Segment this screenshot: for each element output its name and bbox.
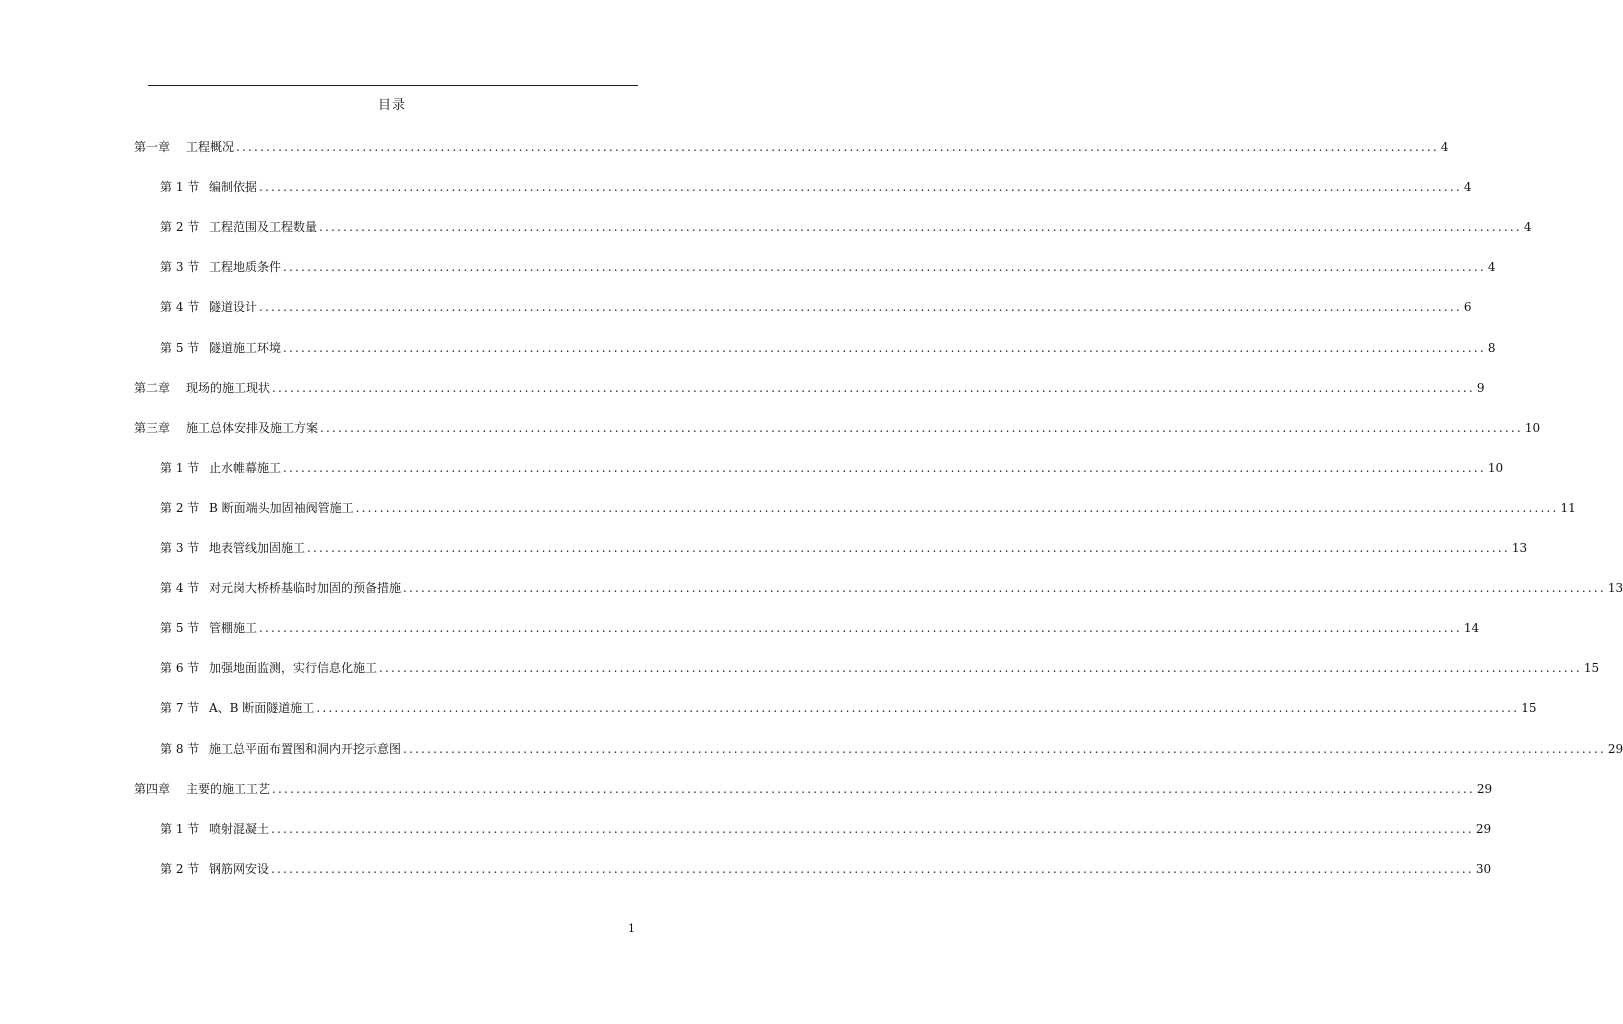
toc-entry-number: 第 4 节 — [160, 300, 200, 314]
toc-entry-page-number: 10 — [1524, 421, 1541, 435]
toc-entry-page-number: 4 — [1440, 140, 1449, 154]
footer-page-number: 1 — [628, 922, 635, 935]
toc-leader-dots: ........................................................................................................................................................................................................ — [271, 862, 1474, 876]
toc-entry-number: 第三章 — [134, 421, 171, 435]
toc-entry-page-number: 15 — [1521, 701, 1537, 715]
toc-entry-page-number: 6 — [1463, 300, 1472, 314]
toc-chapter-entry — [134, 780, 1493, 798]
toc-entry-number: 第 5 节 — [160, 341, 200, 355]
toc-entry-title: 施工总体安排及施工方案 — [186, 421, 319, 435]
toc-entry-page-number: 15 — [1583, 661, 1600, 675]
toc-entry-number: 第 8 节 — [160, 742, 200, 756]
toc-leader-dots: ........................................................................................................................................................................................................ — [355, 501, 1559, 515]
toc-section-entry — [160, 218, 1532, 236]
toc-entry-title: 隧道施工环境 — [209, 341, 282, 355]
toc-entry-page-number: 13 — [1607, 581, 1623, 595]
toc-entry-title: 隧道设计 — [209, 300, 258, 314]
toc-section-entry — [160, 539, 1528, 557]
toc-leader-dots: ........................................................................................................................................................................................................ — [272, 381, 1475, 395]
toc-leader-dots: ........................................................................................................................................................................................................ — [272, 782, 1475, 796]
toc-leader-dots: ........................................................................................................................................................................................................ — [320, 421, 1523, 435]
toc-leader-dots: ........................................................................................................................................................................................................ — [316, 701, 1520, 715]
toc-entry-title: 现场的施工现状 — [186, 381, 271, 395]
toc-entry-number: 第 6 节 — [160, 661, 200, 675]
toc-entry-number: 第四章 — [134, 782, 171, 796]
toc-leader-dots: ........................................................................................................................................................................................................ — [283, 461, 1486, 475]
toc-leader-dots: ........................................................................................................................................................................................................ — [403, 581, 1606, 595]
toc-entry-title: 加强地面监测，实行信息化施工 — [209, 661, 378, 675]
toc-entry-page-number: 13 — [1511, 541, 1528, 555]
toc-entry-title: 工程概况 — [186, 140, 235, 154]
toc-section-entry — [160, 339, 1496, 357]
toc-leader-dots: ........................................................................................................................................................................................................ — [259, 621, 1462, 635]
toc-entry-page-number: 4 — [1487, 260, 1496, 274]
toc-entry-number: 第 2 节 — [160, 501, 200, 515]
toc-entry-page-number: 29 — [1476, 782, 1493, 796]
toc-leader-dots: ........................................................................................................................................................................................................ — [379, 661, 1582, 675]
toc-entry-number: 第 5 节 — [160, 621, 200, 635]
toc-section-entry — [160, 459, 1504, 477]
toc-entry-title: 编制依据 — [209, 180, 258, 194]
toc-entry-page-number: 10 — [1487, 461, 1504, 475]
toc-leader-dots: ........................................................................................................................................................................................................ — [259, 300, 1462, 314]
toc-entry-title: 主要的施工工艺 — [186, 782, 271, 796]
toc-entry-title: 工程范围及工程数量 — [209, 220, 318, 234]
toc-entry-title: 止水帷幕施工 — [209, 461, 282, 475]
toc-entry-title: 管棚施工 — [209, 621, 258, 635]
toc-entry-number: 第一章 — [134, 140, 171, 154]
toc-section-entry — [160, 178, 1472, 196]
toc-entry-title: 施工总平面布置图和洞内开挖示意图 — [209, 742, 402, 756]
toc-entry-title: A、B 断面隧道施工 — [209, 701, 315, 715]
toc-entry-number: 第 7 节 — [160, 701, 200, 715]
toc-entry-page-number: 29 — [1475, 822, 1492, 836]
toc-leader-dots: ........................................................................................................................................................................................................ — [307, 541, 1510, 555]
toc-entry-title: 工程地质条件 — [209, 260, 282, 274]
toc-section-entry — [160, 740, 1623, 758]
toc-entry-page-number: 11 — [1560, 501, 1576, 515]
toc-entry-title: 喷射混凝土 — [209, 822, 270, 836]
toc-entry-page-number: 8 — [1487, 341, 1496, 355]
toc-section-entry — [160, 699, 1537, 717]
toc-section-entry — [160, 258, 1496, 276]
toc-entry-title: 钢筋网安设 — [209, 862, 270, 876]
toc-section-entry — [160, 659, 1600, 677]
toc-entry-number: 第 1 节 — [160, 180, 200, 194]
toc-leader-dots: ........................................................................................................................................................................................................ — [283, 260, 1486, 274]
toc-entry-number: 第 1 节 — [160, 461, 200, 475]
toc-section-entry — [160, 860, 1492, 878]
toc-entry-page-number: 30 — [1475, 862, 1492, 876]
toc-entry-page-number: 4 — [1523, 220, 1532, 234]
toc-entry-number: 第 3 节 — [160, 260, 200, 274]
toc-section-entry — [160, 499, 1576, 517]
toc-entry-page-number: 4 — [1463, 180, 1472, 194]
toc-section-entry — [160, 579, 1623, 597]
toc-chapter-entry — [134, 138, 1449, 156]
toc-entry-number: 第 2 节 — [160, 220, 200, 234]
toc-entry-title: 地表管线加固施工 — [209, 541, 306, 555]
toc-entry-title: 对元岗大桥桥基临时加固的预备措施 — [209, 581, 402, 595]
toc-leader-dots: ........................................................................................................................................................................................................ — [236, 140, 1439, 154]
toc-entry-number: 第 3 节 — [160, 541, 200, 555]
toc-leader-dots: ........................................................................................................................................................................................................ — [403, 742, 1606, 756]
toc-entry-page-number: 14 — [1463, 621, 1480, 635]
toc-leader-dots: ........................................................................................................................................................................................................ — [259, 180, 1462, 194]
toc-section-entry — [160, 298, 1472, 316]
toc-leader-dots: ........................................................................................................................................................................................................ — [283, 341, 1486, 355]
toc-entry-number: 第 2 节 — [160, 862, 200, 876]
toc-chapter-entry — [134, 419, 1541, 437]
toc-chapter-entry — [134, 379, 1485, 397]
toc-entry-page-number: 29 — [1607, 742, 1623, 756]
toc-leader-dots: ........................................................................................................................................................................................................ — [271, 822, 1474, 836]
toc-section-entry — [160, 619, 1480, 637]
toc-entry-number: 第 4 节 — [160, 581, 200, 595]
toc-section-entry — [160, 820, 1492, 838]
toc-title: 目录 — [377, 98, 406, 113]
toc-entry-number: 第 1 节 — [160, 822, 200, 836]
toc-entry-page-number: 9 — [1476, 381, 1485, 395]
toc-entry-number: 第二章 — [134, 381, 171, 395]
toc-entry-title: B 断面端头加固袖阀管施工 — [209, 501, 354, 515]
header-rule — [148, 85, 638, 86]
toc-leader-dots: ........................................................................................................................................................................................................ — [319, 220, 1522, 234]
